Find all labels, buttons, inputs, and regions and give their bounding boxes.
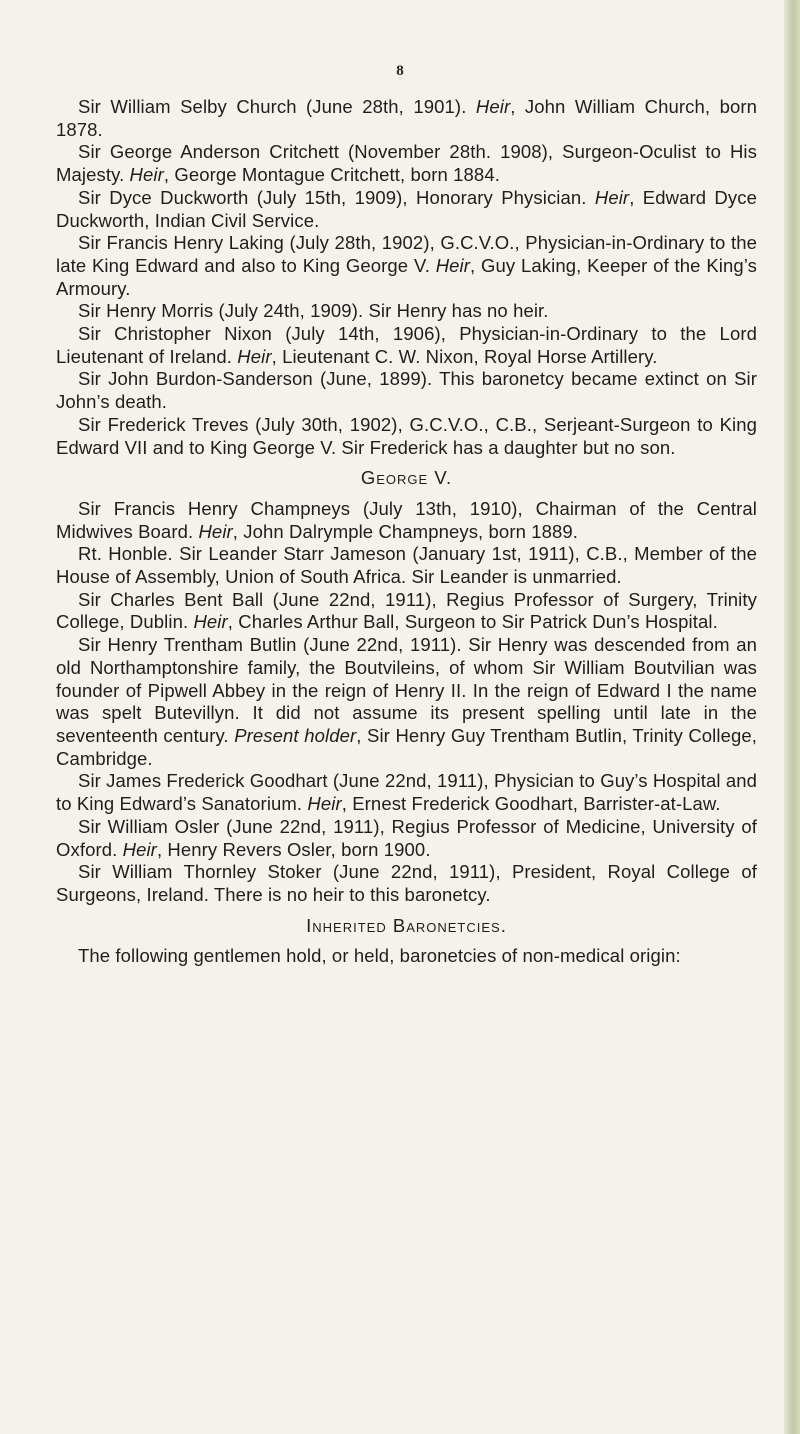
entry-text: Sir William Osler (June 22nd, 1911), Regius Professor of Medicine, University of Oxford. (56, 815, 757, 860)
entry-text: Sir Charles Bent Ball (June 22nd, 1911), Regius Professor of Surgery, Trinity College, Dublin. (56, 588, 757, 633)
entry-text: , Lieutenant C. W. Nixon, Royal Horse Artillery. (271, 345, 658, 367)
entry-text: , Henry Revers Osler, born 1900. (156, 838, 431, 860)
heir-label: Present holder (234, 724, 357, 746)
entry-text: Sir George Anderson Critchett (November 28th. 1908), Surgeon-Oculist to His Majesty. (56, 141, 757, 186)
entry-paragraph (56, 543, 757, 588)
entry-text: Sir Frederick Treves (July 30th, 1902), G.C.V.O., C.B., Serjeant-Surgeon to King Edward VII and to King George V. Sir Frederick has a daughter but no son. (56, 413, 757, 458)
entry-text: , Charles Arthur Ball, Surgeon to Sir Patrick Dun’s Hospital. (227, 611, 718, 633)
entry-paragraph (56, 634, 757, 770)
entry-text: Sir Henry Trentham Butlin (June 22nd, 1911). Sir Henry was descended from an old Northamptonshire family, the Boutvileins, of whom Sir William Boutvilian was founder of Pipwell Abbey in the reign of Henry II. In the reign of Edward I the name was spelt Butevillyn. It did not assume its present spelling until late in the seventeenth century. (56, 634, 757, 746)
entry-text: , John Dalrymple Champneys, born 1889. (232, 520, 578, 542)
entry-text: Sir Dyce Duckworth (July 15th, 1909), Honorary Physician. (78, 186, 595, 208)
entry-text: , Guy Laking, Keeper of the King’s Armoury. (56, 254, 757, 299)
entry-text: Sir Francis Henry Laking (July 28th, 1902), G.C.V.O., Physician-in-Ordinary to the late King Edward and also to King George V. (56, 232, 757, 276)
entry-paragraph (56, 300, 757, 323)
entry-text: , Ernest Frederick Goodhart, Barrister-at-Law. (341, 793, 721, 815)
entry-paragraph (56, 861, 757, 906)
entry-paragraph (56, 414, 757, 459)
heir-label: Heir (193, 611, 228, 633)
entry-paragraph (56, 589, 757, 634)
entry-text: , Sir Henry Guy Trentham Butlin, Trinity College, Cambridge. (56, 724, 758, 769)
entry-text: The following gentlemen hold, or held, baronetcies of non-medical origin: (78, 945, 681, 967)
entry-paragraph (56, 232, 757, 300)
entry-paragraph (56, 323, 757, 368)
entry-paragraph (56, 368, 757, 413)
section-heading: George V. (360, 467, 453, 489)
entry-text: , John William Church, born 1878. (56, 96, 757, 140)
heir-label: Heir (435, 254, 471, 276)
entry-paragraph (56, 498, 757, 543)
page-edge-shadow (784, 0, 800, 1434)
entry-paragraph (56, 141, 757, 186)
entry-paragraph (56, 770, 757, 815)
entry-paragraph (56, 96, 757, 141)
entry-text: Sir John Burdon-Sanderson (June, 1899). This baronetcy became extinct on Sir John’s death. (56, 368, 757, 413)
heir-label: Heir (307, 793, 342, 815)
page-number: 8 (396, 63, 404, 79)
heir-label: Heir (129, 164, 164, 186)
entry-text: Sir Christopher Nixon (July 14th, 1906), Physician-in-Ordinary to the Lord Lieutenant of Ireland. (56, 323, 757, 367)
entry-paragraph (56, 187, 757, 232)
entry-text: , George Montague Critchett, born 1884. (163, 164, 500, 186)
heir-label: Heir (594, 186, 630, 208)
entry-paragraph (56, 816, 757, 861)
section-heading: Inherited Baronetcies. (306, 914, 507, 936)
entry-text: , Edward Dyce Duckworth, Indian Civil Service. (56, 186, 757, 231)
entry-text: Sir Henry Morris (July 24th, 1909). Sir Henry has no heir. (78, 300, 549, 322)
page-body (56, 96, 757, 968)
entry-text: Rt. Honble. Sir Leander Starr Jameson (January 1st, 1911), C.B., Member of the House of Assembly, Union of South Africa. Sir Leander is unmarried. (56, 543, 757, 588)
entry-paragraph (56, 945, 757, 968)
entry-text: Sir Francis Henry Champneys (July 13th, 1910), Chairman of the Central Midwives Board. (56, 497, 757, 542)
entry-text: Sir James Frederick Goodhart (June 22nd, 1911), Physician to Guy’s Hospital and to King Edward’s Sanatorium. (56, 770, 757, 815)
heir-label: Heir (122, 838, 157, 860)
heir-label: Heir (475, 96, 511, 117)
heir-label: Heir (198, 520, 233, 542)
heir-label: Heir (237, 345, 272, 367)
entry-text: Sir William Thornley Stoker (June 22nd, 1911), President, Royal College of Surgeons, Ireland. There is no heir to this baronetcy. (56, 861, 757, 905)
entry-text: Sir William Selby Church (June 28th, 1901). (78, 96, 476, 117)
